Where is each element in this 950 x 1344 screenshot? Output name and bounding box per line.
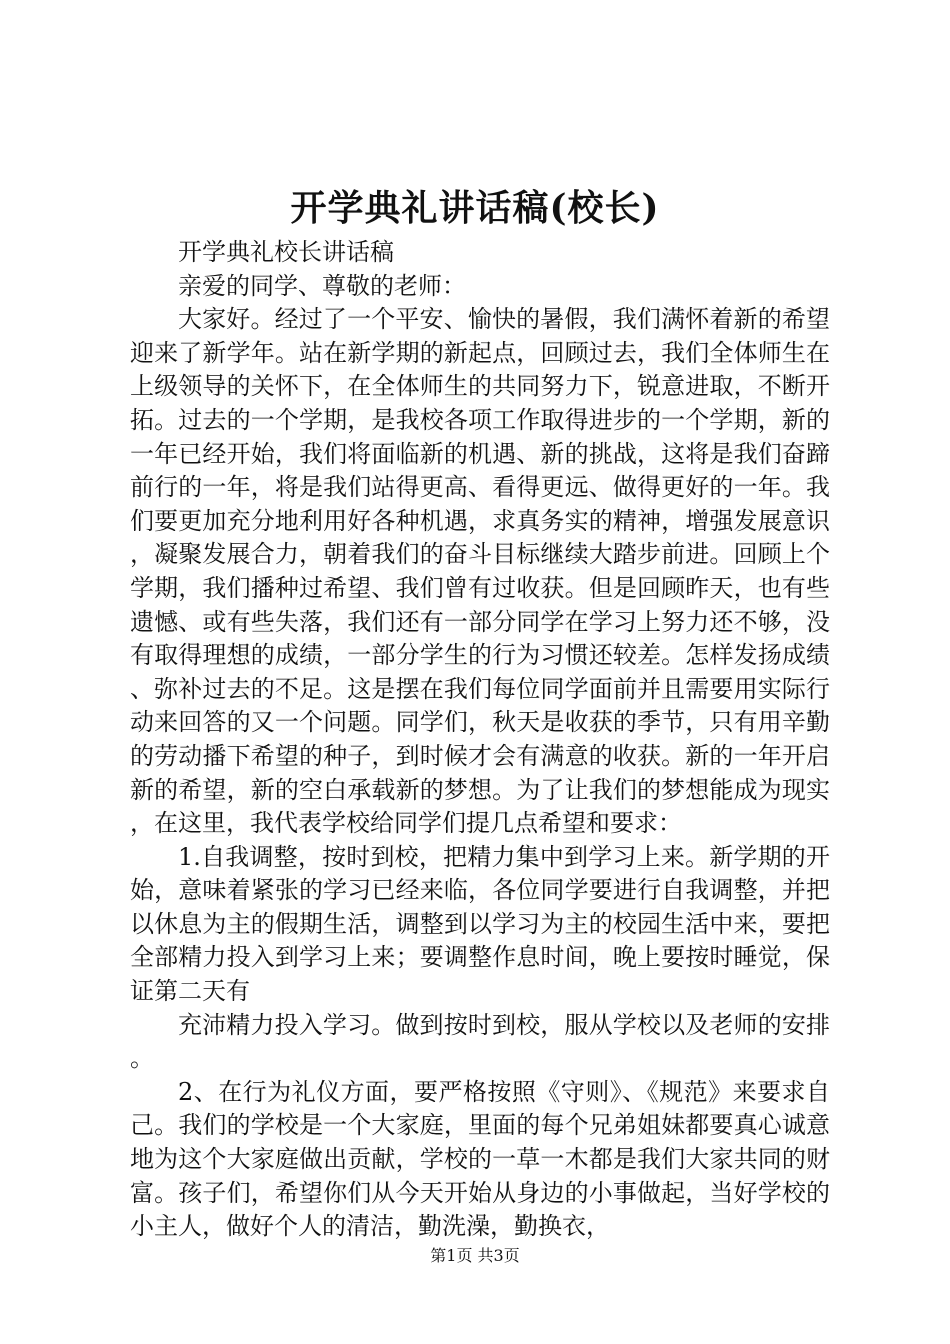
paragraph-opening: 大家好。经过了一个平安、愉快的暑假，我们满怀着新的希望迎来了新学年。站在新学期的新起点，回顾过去，我们全体师生在上级领导的关怀下，在全体师生的共同努力下，锐意进取，不断开拓。过去的一个学期，是我校各项工作取得进步的一个学期，新的一年已经开始，我们将面临新的机遇、新的挑战，这将是我们奋蹄前行的一年，将是我们站得更高、看得更远、做得更好的一年。我们要更加充分地利用好各种机遇，求真务实的精神，增强发展意识，凝聚发展合力，朝着我们的奋斗目标继续大踏步前进。回顾上个学期，我们播种过希望、我们曾有过收获。但是回顾昨天，也有些遗憾、或有些失落，我们还有一部分同学在学习上努力还不够，没有取得理想的成绩，一部分学生的行为习惯还较差。怎样发扬成绩、弥补过去的不足。这是摆在我们每位同学面前并且需要用实际行动来回答的又一个问题。同学们，秋天是收获的季节，只有用辛勤的劳动播下希望的种子，到时候才会有满意的收获。新的一年开启新的希望，新的空白承载新的梦想。为了让我们的梦想能成为现实，在这里，我代表学校给同学们提几点希望和要求： <box>130 305 830 838</box>
paragraph-point-1: 1.自我调整，按时到校，把精力集中到学习上来。新学期的开始，意味着紧张的学习已经来临，各位同学要进行自我调整，并把以休息为主的假期生活，调整到以学习为主的校园生活中来，要把全部精力投入到学习上来；要调整作息时间，晚上要按时睡觉，保证第二天有 <box>130 842 830 1006</box>
paragraph-heading: 开学典礼校长讲话稿 <box>178 238 394 266</box>
page-number-footer: 第1页 共3页 <box>430 1246 520 1265</box>
document-body <box>130 236 830 1244</box>
paragraph-point-1-continued: 充沛精力投入学习。做到按时到校，服从学校以及老师的安排。 <box>130 1010 830 1073</box>
paragraph-point-2: 2、在行为礼仪方面，要严格按照《守则》、《规范》来要求自己。我们的学校是一个大家庭，里面的每个兄弟姐妹都要真心诚意地为这个大家庭做出贡献，学校的一草一木都是我们大家共同的财富。孩子们，希望你们从今天开始从身边的小事做起，当好学校的小主人，做好个人的清洁，勤洗澡，勤换衣， <box>130 1077 830 1241</box>
paragraph-salutation: 亲爱的同学、尊敬的老师： <box>178 271 466 300</box>
document-title: 开学典礼讲话稿(校长) <box>290 187 660 229</box>
